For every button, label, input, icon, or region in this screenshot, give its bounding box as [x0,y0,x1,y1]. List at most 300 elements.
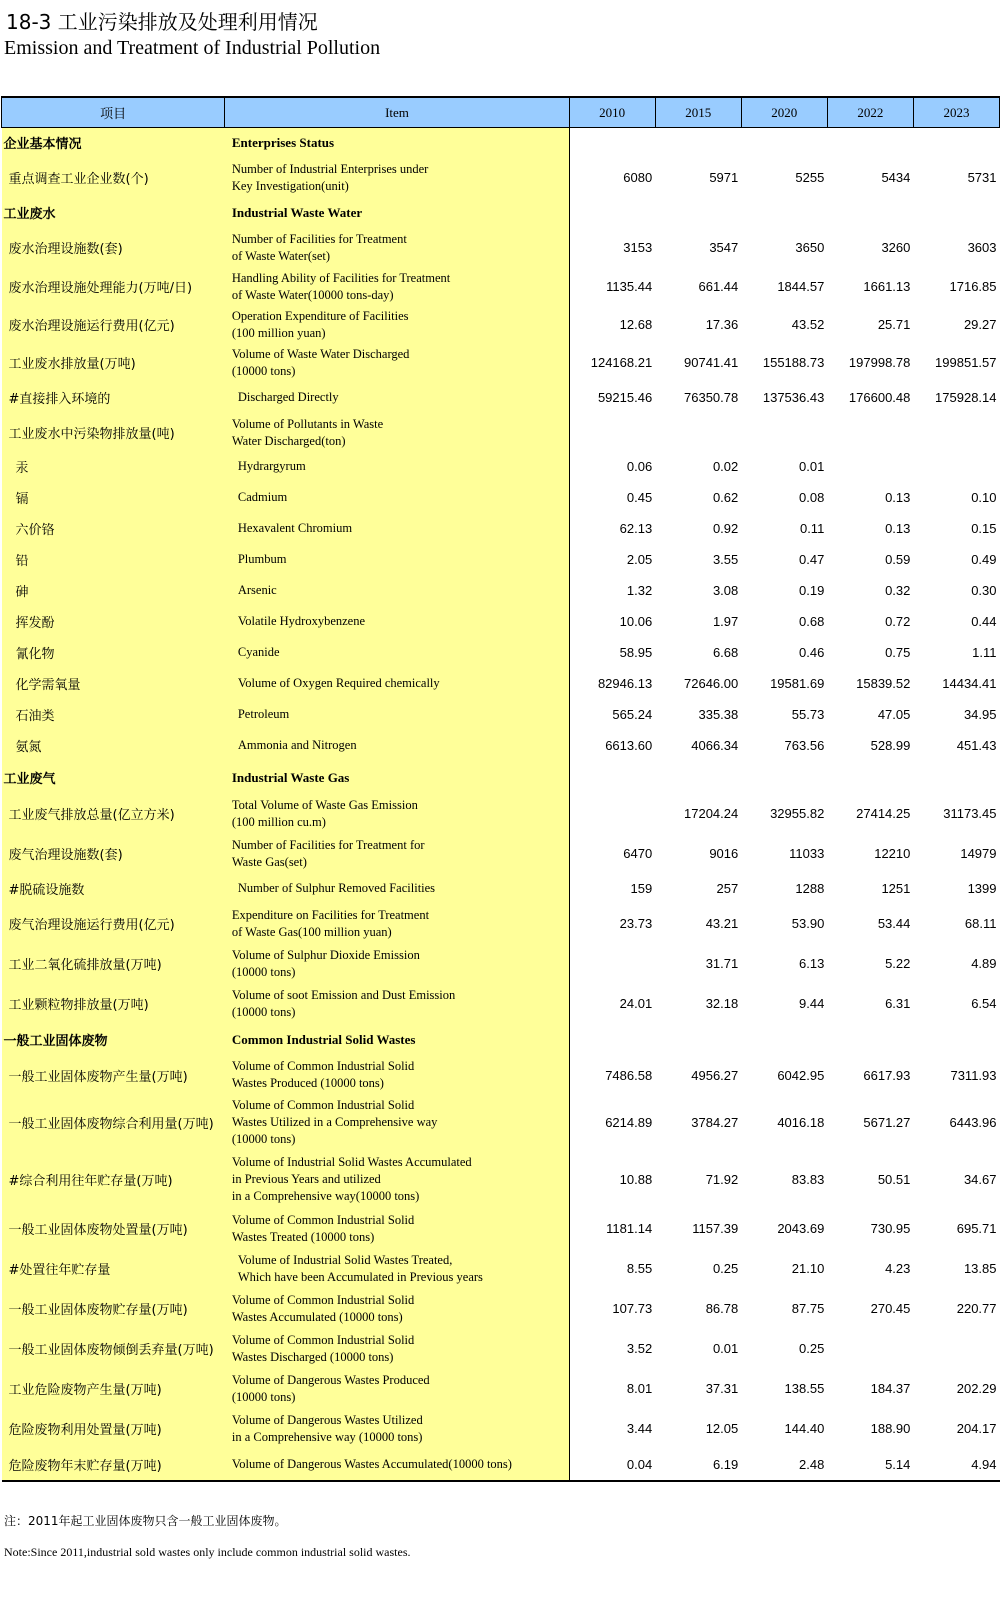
row-label-cn: #直接排入环境的 [2,382,225,414]
row-label-cn: 氨氮 [2,730,225,762]
value-cell-2015: 6.68 [712,644,739,660]
value-cell-2022: 53.44 [877,916,911,931]
value-cell-2022: 47.05 [877,706,911,722]
row-label-en-line: Total Volume of Waste Gas Emission [231,797,418,812]
row-label-en [225,575,569,606]
header-year: 2020 [741,97,827,128]
value-cell-2022: 4.23 [885,1261,911,1276]
value-cell-2015: 257 [716,881,739,896]
value-cell-2023: 695.71 [956,1221,997,1236]
value-cell-2010: 3.52 [626,1341,653,1356]
value-cell-2020: 0.25 [799,1341,825,1356]
value-cell-2015: 4956.27 [691,1067,739,1083]
value-cell-2015: 0.01 [712,1341,739,1356]
table-row [2,1409,1000,1449]
value-cell-2022: 528.99 [870,738,911,753]
value-cell-2020: 2043.69 [777,1221,825,1236]
value-cell-2022: 0.75 [885,644,911,660]
table-row [2,268,1000,306]
value-cell-2020 [741,414,827,452]
table-row [2,1369,1000,1409]
value-cell-2010: 0.45 [626,489,653,505]
value-cell-2022: 3260 [881,240,911,255]
value-cell-2010: 0.04 [569,1449,655,1481]
value-cell-2010: 12.68 [619,317,653,332]
value-cell-2020: 3650 [795,240,825,255]
table-row [2,668,1000,699]
row-label-en [225,1209,569,1249]
value-cell-2022: 184.37 [870,1381,911,1396]
value-cell-2023: 204.17 [956,1421,997,1436]
value-cell-2015: 3.55 [712,551,739,567]
value-cell-2022: 188.90 [870,1421,911,1436]
value-cell-2015: 661.44 [698,279,739,294]
page-title-cn: 18-3 工业污染排放及处理利用情况 [6,10,318,34]
row-label-en-line: Volume of soot Emission and Dust Emission [231,987,456,1002]
value-cell-2015: 72646.00 [684,675,739,691]
value-cell-2023: 14434.41 [942,675,997,691]
value-cell-2023: 6443.96 [949,1115,997,1130]
row-label-en-line: Number of Industrial Enterprises under [231,161,429,176]
row-label-en [225,1369,569,1409]
value-cell-2010: 58.95 [619,644,653,660]
value-cell-2010 [569,944,655,984]
row-label-en [225,1289,569,1329]
value-cell-2015: 90741.41 [684,355,739,370]
row-label-en-line: (10000 tons) [231,1004,296,1019]
value-cell-2015: 1157.39 [692,1221,739,1236]
row-label-en [225,1095,569,1151]
value-cell-2022 [827,1329,913,1369]
value-cell-2015: 71.92 [705,1172,739,1187]
row-label-en-line: Volume of Common Industrial Solid [231,1098,415,1112]
value-cell-2020: 2.48 [741,1449,827,1481]
row-label-en-line: Petroleum [237,706,290,721]
value-cell-2020: 32955.82 [770,806,825,821]
value-cell-2010 [569,128,655,158]
row-label-en [225,984,569,1024]
value-cell-2010: 1181.14 [606,1221,653,1236]
table-row [2,1249,1000,1289]
row-label-en-line: of Waste Gas(100 million yuan) [231,924,392,939]
row-label-en-line: Volume of Pollutants in Waste [231,416,384,431]
row-label-en [225,158,569,198]
value-cell-2015: 76350.78 [684,390,739,405]
value-cell-2023: 0.10 [971,489,997,505]
row-label-cn: 一般工业固体废物贮存量(万吨) [2,1289,225,1329]
section-row [2,198,1000,228]
row-label-en-line: Water Discharged(ton) [231,433,346,448]
row-label-en-line: (10000 tons) [231,363,296,378]
value-cell-2010: 6613.60 [605,738,653,753]
row-label-en [225,1151,569,1209]
value-cell-2023 [913,452,999,482]
value-cell-2015: 1.97 [712,613,739,629]
row-label-en-line: Arsenic [237,582,277,597]
row-label-cn: 六价铬 [2,513,225,544]
value-cell-2020: 4016.18 [777,1115,825,1130]
value-cell-2010: 159 [630,881,653,896]
value-cell-2015: 32.18 [705,996,739,1011]
row-label-en [225,699,569,730]
value-cell-2022: 6617.93 [863,1067,911,1083]
row-label-cn: 工业废水排放量(万吨) [2,344,225,382]
row-label-cn: 工业颗粒物排放量(万吨) [2,984,225,1024]
table-row [2,544,1000,575]
row-label-en-line: Volume of Common Industrial Solid [231,1332,415,1347]
table-row [2,984,1000,1024]
row-label-en [225,452,569,482]
row-label-cn: 废水治理设施数(套) [2,228,225,268]
row-label-en [225,414,569,452]
page-title-en: Emission and Treatment of Industrial Pollution [4,37,381,59]
value-cell-2023: 34.95 [963,706,997,722]
table-row [2,575,1000,606]
table-row [2,452,1000,482]
table-row [2,944,1000,984]
row-label-en [225,344,569,382]
table-row [2,1289,1000,1329]
row-label-en-line: Wastes Produced (10000 tons) [231,1076,384,1090]
value-cell-2010 [569,762,655,794]
row-label-en [225,606,569,637]
value-cell-2010 [569,198,655,228]
row-label-en-line: in a Comprehensive way(10000 tons) [231,1189,420,1203]
row-label-en-line: Wastes Accumulated (10000 tons) [231,1309,403,1324]
row-label-en [225,668,569,699]
value-cell-2010: 24.01 [619,996,653,1011]
value-cell-2022: 730.95 [870,1221,911,1236]
value-cell-2023 [913,198,999,228]
value-cell-2010: 1135.44 [606,279,653,294]
value-cell-2022: 15839.52 [856,675,911,691]
value-cell-2010: 6080 [623,170,653,185]
row-label-en [225,382,569,414]
value-cell-2023 [913,414,999,452]
value-cell-2022: 5434 [881,170,911,185]
value-cell-2022: 6.31 [885,996,911,1011]
value-cell-2015: 12.05 [705,1421,739,1436]
value-cell-2015: 37.31 [705,1381,739,1396]
header-item-en: Item [225,97,569,128]
table-row [2,414,1000,452]
value-cell-2015: 0.92 [712,520,739,536]
value-cell-2020: 138.55 [784,1381,825,1396]
value-cell-2020: 87.75 [791,1301,825,1316]
value-cell-2023: 0.30 [971,582,997,598]
value-cell-2010: 1.32 [626,582,653,598]
value-cell-2015: 6.19 [655,1449,741,1481]
footnote-en: Note:Since 2011,industrial sold wastes only include common industrial solid wastes. [4,1545,411,1559]
value-cell-2023: 68.11 [964,916,997,931]
value-cell-2020: 83.83 [791,1172,825,1187]
value-cell-2023: 3603 [967,240,997,255]
value-cell-2020: 19581.69 [770,675,825,691]
row-label-cn: #处置往年贮存量 [2,1249,225,1289]
row-label-en-line: Discharged Directly [237,390,339,404]
header-year: 2022 [827,97,913,128]
row-label-cn: 重点调查工业企业数(个) [2,158,225,198]
row-label-cn: 一般工业固体废物倾倒丢弃量(万吨) [2,1329,225,1369]
row-label-en-line: in a Comprehensive way (10000 tons) [231,1429,423,1444]
value-cell-2023: 14979 [960,846,997,861]
value-cell-2015: 0.25 [712,1261,739,1276]
table-row [2,1151,1000,1209]
value-cell-2022: 27414.25 [856,806,911,821]
value-cell-2010: 7486.58 [605,1067,653,1083]
value-cell-2023: 1399 [967,881,997,896]
value-cell-2020: 0.68 [799,613,825,629]
row-label-en-line: Cadmium [237,489,288,504]
header-year: 2010 [569,97,655,128]
value-cell-2022: 0.72 [885,613,911,629]
table-row [2,306,1000,344]
row-label-en-line: Wastes Discharged (10000 tons) [231,1349,394,1364]
value-cell-2015: 3.08 [712,582,739,598]
value-cell-2020: 0.11 [799,520,825,536]
value-cell-2023: 29.27 [963,317,997,332]
value-cell-2022: 0.13 [885,489,911,505]
value-cell-2022: 5.22 [885,956,911,971]
value-cell-2010: 2.05 [626,551,653,567]
value-cell-2015: 0.02 [712,459,739,474]
row-label-en-line: Wastes Treated (10000 tons) [231,1229,375,1244]
row-label-en-line: Industrial Waste Gas [231,770,350,785]
row-label-cn: 工业二氧化硫排放量(万吨) [2,944,225,984]
value-cell-2020: 55.73 [791,706,825,722]
value-cell-2022 [827,762,913,794]
row-label-en [225,1056,569,1095]
value-cell-2023: 175928.14 [935,390,997,405]
table-row [2,730,1000,762]
row-label-en-line: Volume of Industrial Solid Wastes Treated, [237,1252,453,1267]
row-label-en-line: Wastes Utilized in a Comprehensive way [231,1115,438,1129]
value-cell-2010: 6470 [623,846,653,861]
header-item-cn: 项目 [2,97,225,128]
value-cell-2022: 270.45 [870,1301,911,1316]
value-cell-2023 [913,1329,999,1369]
table-row [2,834,1000,874]
value-cell-2022: 0.59 [885,551,911,567]
row-label-en-line: Expenditure on Facilities for Treatment [231,907,430,922]
row-label-en [225,834,569,874]
table-row [2,382,1000,414]
value-cell-2020: 155188.73 [762,355,825,370]
value-cell-2023: 1.11 [972,644,997,660]
row-label-en [225,730,569,762]
value-cell-2010: 3.44 [626,1421,653,1436]
row-label-en-line: of Waste Water(10000 tons-day) [231,287,394,302]
row-label-en-line: Operation Expenditure of Facilities [231,308,409,323]
value-cell-2015 [655,198,741,228]
row-label-en-line: Volatile Hydroxybenzene [237,613,366,628]
row-label-en-line: (100 million yuan) [231,325,326,340]
row-label-cn: 工业废气排放总量(亿立方米) [2,794,225,834]
value-cell-2023: 0.44 [971,613,997,629]
row-label-en [225,306,569,344]
value-cell-2022: 5.14 [827,1449,913,1481]
value-cell-2015 [655,1024,741,1056]
table-row [2,228,1000,268]
value-cell-2020: 0.47 [799,551,825,567]
value-cell-2010: 59215.46 [597,390,653,405]
row-label-en-line: (10000 tons) [231,1132,296,1146]
row-label-cn: 危险废物年末贮存量(万吨) [2,1449,225,1481]
value-cell-2023: 5731 [967,170,997,185]
value-cell-2023: 6.54 [971,996,997,1011]
value-cell-2010 [569,794,655,834]
row-label-en-line: Waste Gas(set) [231,854,307,869]
row-label-en [225,128,569,158]
value-cell-2015: 86.78 [705,1301,739,1316]
value-cell-2020: 6.13 [799,956,825,971]
row-label-en-line: (10000 tons) [231,1389,296,1404]
value-cell-2010: 82946.13 [597,675,653,691]
table-row [2,344,1000,382]
row-label-en-line: Handling Ability of Facilities for Treatment [231,270,451,285]
value-cell-2015: 335.38 [698,706,739,722]
row-label-cn: 废气治理设施数(套) [2,834,225,874]
value-cell-2023: 220.77 [956,1301,997,1316]
row-label-en [225,1409,569,1449]
row-label-en [225,513,569,544]
value-cell-2010: 6214.89 [605,1115,653,1130]
row-label-cn: 废气治理设施运行费用(亿元) [2,904,225,944]
value-cell-2015: 3547 [709,240,739,255]
value-cell-2022: 5671.27 [863,1115,911,1130]
row-label-cn: 氰化物 [2,637,225,668]
row-label-en [225,1249,569,1289]
value-cell-2010: 3153 [623,240,653,255]
value-cell-2010 [569,1024,655,1056]
value-cell-2010: 0.06 [626,459,653,474]
value-cell-2023: 0.49 [971,551,997,567]
row-label-cn: #脱硫设施数 [2,874,225,904]
value-cell-2022 [827,128,913,158]
row-label-cn: 砷 [2,575,225,606]
row-label-en [225,904,569,944]
row-label-cn: 废水治理设施运行费用(亿元) [2,306,225,344]
footnote-cn: 注：2011年起工业固体废物只含一般工业固体废物。 [4,1514,287,1528]
row-label-cn: 镉 [2,482,225,513]
value-cell-2022: 1661.13 [863,279,911,294]
row-label-en-line: Volume of Waste Water Discharged [231,346,410,361]
table-row [2,606,1000,637]
value-cell-2022 [827,452,913,482]
table-body [2,128,1000,1481]
table-row [2,699,1000,730]
row-label-en-line: Plumbum [237,551,287,566]
value-cell-2020: 11033 [789,846,825,861]
header-year: 2023 [913,97,999,128]
row-label-cn: 化学需氧量 [2,668,225,699]
table-row [2,904,1000,944]
value-cell-2015: 31.71 [705,956,739,971]
value-cell-2020: 9.44 [799,996,825,1011]
section-row [2,1024,1000,1056]
table-row [2,482,1000,513]
row-label-cn: 一般工业固体废物处置量(万吨) [2,1209,225,1249]
value-cell-2022: 12210 [874,846,911,861]
header-year: 2015 [655,97,741,128]
row-label-en-line: (100 million cu.m) [231,814,326,829]
value-cell-2015 [655,762,741,794]
row-label-en-line: Industrial Waste Water [231,205,363,220]
value-cell-2023 [913,762,999,794]
value-cell-2010: 23.73 [619,916,653,931]
value-cell-2020: 5255 [795,170,825,185]
row-label-en-line: Common Industrial Solid Wastes [231,1032,416,1047]
value-cell-2015: 0.62 [712,489,739,505]
row-label-en-line: (10000 tons) [231,964,296,979]
value-cell-2022: 0.13 [885,520,911,536]
value-cell-2015: 43.21 [705,916,739,931]
row-label-en-line: Volume of Industrial Solid Wastes Accumulated [231,1155,472,1169]
value-cell-2023: 7311.93 [950,1067,997,1083]
value-cell-2020: 6042.95 [777,1067,825,1083]
row-label-en-line: Ammonia and Nitrogen [237,738,357,752]
value-cell-2020 [741,128,827,158]
row-label-en [225,794,569,834]
row-label-en-line: Volume of Common Industrial Solid [231,1292,415,1307]
value-cell-2015: 9016 [709,846,739,861]
row-label-cn: 工业废水 [2,198,225,228]
row-label-en-line: Volume of Dangerous Wastes Utilized [231,1412,423,1427]
value-cell-2015 [655,128,741,158]
row-label-en [225,1449,569,1481]
section-row [2,128,1000,158]
value-cell-2020: 0.46 [799,644,825,660]
value-cell-2022: 50.51 [877,1172,911,1187]
value-cell-2020: 0.01 [799,459,825,474]
value-cell-2023: 34.67 [963,1172,997,1187]
row-label-cn: #综合利用往年贮存量(万吨) [2,1151,225,1209]
value-cell-2022: 0.32 [885,582,911,598]
table-row [2,1056,1000,1095]
row-label-en-line: Hydrargyrum [237,459,306,473]
value-cell-2010: 8.01 [626,1381,653,1396]
table-row [2,1449,1000,1481]
table-row [2,794,1000,834]
row-label-en-line: of Waste Water(set) [231,248,331,263]
value-cell-2020: 1844.57 [777,279,825,294]
value-cell-2010: 10.88 [619,1172,653,1187]
row-label-cn: 一般工业固体废物产生量(万吨) [2,1056,225,1095]
value-cell-2022: 197998.78 [848,355,911,370]
value-cell-2022 [827,414,913,452]
value-cell-2015 [655,414,741,452]
row-label-cn: 石油类 [2,699,225,730]
value-cell-2010 [569,414,655,452]
value-cell-2022: 176600.48 [848,390,911,405]
table-row [2,874,1000,904]
table-row [2,513,1000,544]
row-label-en-line: Key Investigation(unit) [231,178,349,193]
section-row [2,762,1000,794]
row-label-cn: 汞 [2,452,225,482]
value-cell-2023: 0.15 [971,520,997,536]
value-cell-2020 [741,1024,827,1056]
value-cell-2023: 4.89 [971,956,997,971]
table-row [2,1329,1000,1369]
table-row [2,1095,1000,1151]
pollution-table [1,96,1000,1482]
row-label-en-line: Hexavalent Chromium [237,520,353,535]
row-label-en [225,198,569,228]
row-label-cn: 企业基本情况 [2,128,225,158]
row-label-cn: 工业废气 [2,762,225,794]
value-cell-2020 [741,198,827,228]
